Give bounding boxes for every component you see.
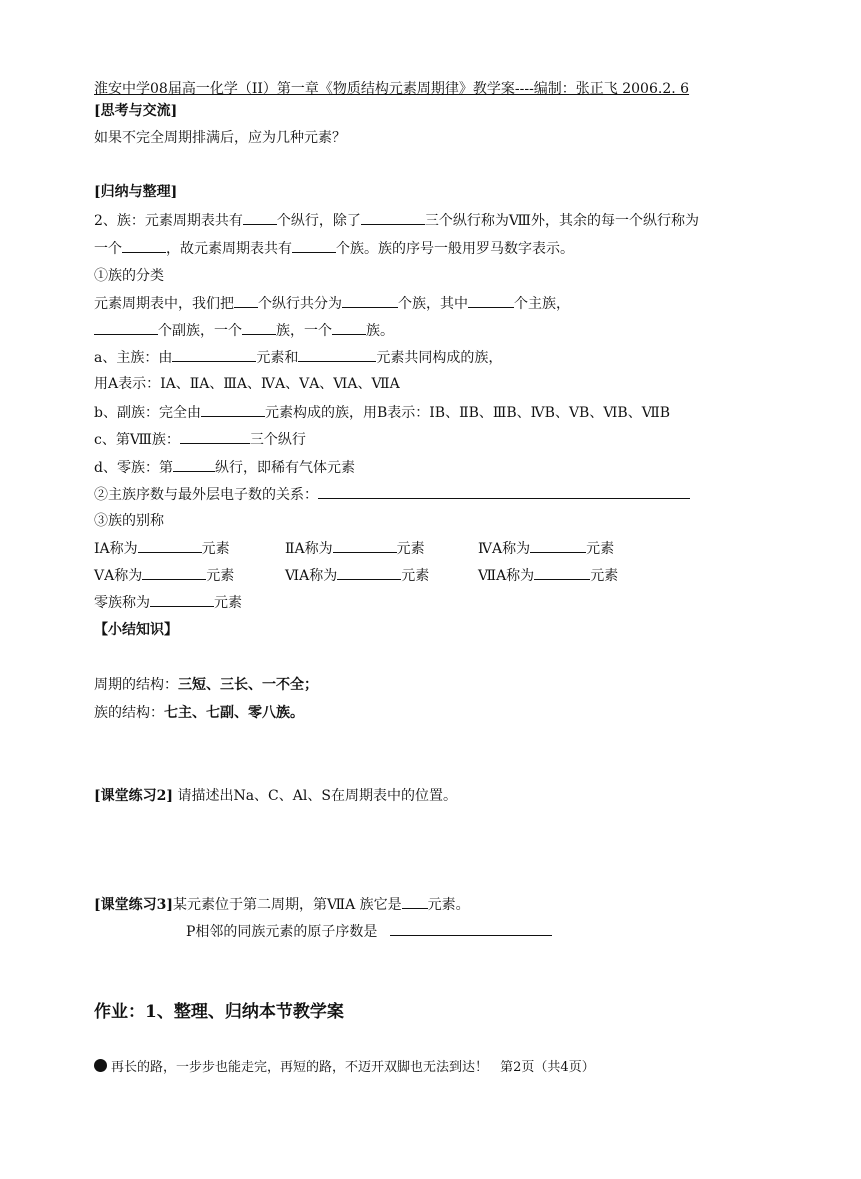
text: [课堂练习2]: [94, 788, 173, 804]
text: 元素: [396, 541, 425, 557]
main-group-line: [94, 347, 502, 368]
blank[interactable]: [94, 320, 158, 335]
text: ⅥA称为: [285, 568, 338, 584]
text: 个纵行，除了: [276, 213, 361, 229]
text: d、零族：第: [94, 460, 173, 476]
main-group-repr: 用A表示：ⅠA、ⅡA、ⅢA、ⅣA、ⅤA、ⅥA、ⅦA: [94, 376, 400, 392]
blank[interactable]: [234, 293, 258, 308]
alias-5a: [94, 565, 234, 586]
text: 元素。: [427, 897, 470, 913]
text: 元素和: [256, 350, 299, 366]
text: 元素: [586, 541, 615, 557]
group-structure: [94, 703, 304, 723]
period-structure: [94, 675, 318, 695]
text: b、副族：完全由: [94, 405, 201, 421]
alias-4a: [478, 538, 614, 559]
alias-1a: [94, 538, 230, 559]
blank[interactable]: [468, 293, 514, 308]
text: 族的结构：: [94, 705, 164, 721]
exercise-3-line2: [186, 921, 552, 942]
item2-line2: [94, 238, 574, 259]
footer-page: 第2页（共4页）: [500, 1060, 595, 1075]
text: ⅣA称为: [478, 541, 531, 557]
text: 个族。族的序号一般用罗马数字表示。: [336, 241, 574, 257]
alias-6a: [285, 565, 429, 586]
blank[interactable]: [292, 238, 336, 253]
item2-line1: [94, 210, 699, 231]
blank[interactable]: [173, 457, 215, 472]
text: 某元素位于第二周期，第ⅦA 族它是: [173, 897, 402, 913]
classify-line2: [94, 320, 394, 341]
text: ，故元素周期表共有: [166, 241, 292, 257]
blank[interactable]: [342, 293, 398, 308]
alias-2a: [285, 538, 425, 559]
text: 请描述出Na、C、Al、S在周期表中的位置。: [177, 788, 457, 804]
alias-7a: [478, 565, 618, 586]
text: 元素构成的族，用B表示：ⅠB、ⅡB、ⅢB、ⅣB、ⅤB、ⅥB、ⅦB: [264, 405, 671, 421]
relation-line: [94, 484, 690, 505]
text: 个族，其中: [398, 296, 468, 312]
text: 族。: [366, 323, 394, 339]
text: 元素: [214, 595, 242, 611]
text: P相邻的同族元素的原子序数是: [186, 924, 378, 940]
blank[interactable]: [530, 538, 586, 553]
exercise-3: [94, 894, 470, 915]
text: 零族称为: [94, 595, 150, 611]
text: 三个纵行称为Ⅷ外，其余的每一个纵行称为: [424, 213, 699, 229]
text: 个主族，: [514, 296, 570, 312]
blank[interactable]: [402, 894, 428, 909]
blank[interactable]: [142, 565, 206, 580]
blank[interactable]: [122, 238, 166, 253]
text: ⅡA称为: [285, 541, 333, 557]
text: 元素: [590, 568, 619, 584]
text: 周期的结构：: [94, 677, 178, 693]
zero-group-line: [94, 457, 355, 478]
exercise-2: [94, 786, 457, 806]
bullet-icon: [94, 1059, 107, 1072]
section-think-title: [思考与交流]: [94, 103, 178, 119]
text: 个副族，一个: [158, 323, 242, 339]
text: 元素: [201, 541, 230, 557]
page-header: 淮安中学08届高一化学（II）第一章《物质结构元素周期律》教学案----编制：张正飞 2006.2. 6: [94, 81, 690, 97]
blank[interactable]: [390, 921, 552, 936]
footer-motto: 再长的路，一步步也能走完，再短的路，不迈开双脚也无法到达！: [111, 1060, 489, 1075]
blank[interactable]: [333, 538, 397, 553]
blank[interactable]: [242, 320, 276, 335]
text: 元素周期表中，我们把: [94, 296, 234, 312]
blank[interactable]: [332, 320, 366, 335]
blank[interactable]: [138, 538, 202, 553]
blank[interactable]: [361, 210, 425, 225]
blank[interactable]: [243, 210, 277, 225]
blank[interactable]: [534, 565, 590, 580]
blank[interactable]: [180, 429, 250, 444]
text: 纵行，即稀有气体元素: [214, 460, 355, 476]
text: [课堂练习3]: [94, 897, 173, 913]
blank[interactable]: [201, 402, 265, 417]
text: 2、族：元素周期表共有: [94, 213, 243, 229]
alias-zero: [94, 592, 242, 613]
blank[interactable]: [298, 347, 376, 362]
text: ⅤA称为: [94, 568, 143, 584]
text: 一个: [94, 241, 122, 257]
classify-line1: [94, 293, 570, 314]
classify-title: ①族的分类: [94, 268, 164, 284]
text: ②主族序数与最外层电子数的关系：: [94, 487, 318, 503]
blank[interactable]: [150, 592, 214, 607]
section-summary-title: [归纳与整理]: [94, 184, 178, 200]
alias-title: ③族的别称: [94, 513, 164, 529]
think-question: 如果不完全周期排满后，应为几种元素？: [94, 130, 346, 146]
text: 三短、三长、一不全；: [178, 677, 318, 693]
text: 个纵行共分为: [258, 296, 342, 312]
text: c、第Ⅷ族：: [94, 432, 180, 448]
text: 族，一个: [276, 323, 332, 339]
text: a、主族：由: [94, 350, 173, 366]
text: 三个纵行: [249, 432, 306, 448]
blank[interactable]: [337, 565, 401, 580]
text: 七主、七副、零八族。: [164, 705, 304, 721]
knowledge-title: 【小结知识】: [94, 622, 178, 638]
viii-group-line: [94, 429, 306, 450]
text: ⅠA称为: [94, 541, 138, 557]
text: ⅦA称为: [478, 568, 535, 584]
homework: 作业：1、整理、归纳本节教学案: [94, 1002, 344, 1022]
blank[interactable]: [318, 484, 690, 499]
footer: [94, 1058, 595, 1078]
sub-group-line: [94, 402, 670, 423]
blank[interactable]: [172, 347, 256, 362]
text: 元素: [206, 568, 235, 584]
text: 元素共同构成的族，: [376, 350, 503, 366]
text: 元素: [401, 568, 430, 584]
